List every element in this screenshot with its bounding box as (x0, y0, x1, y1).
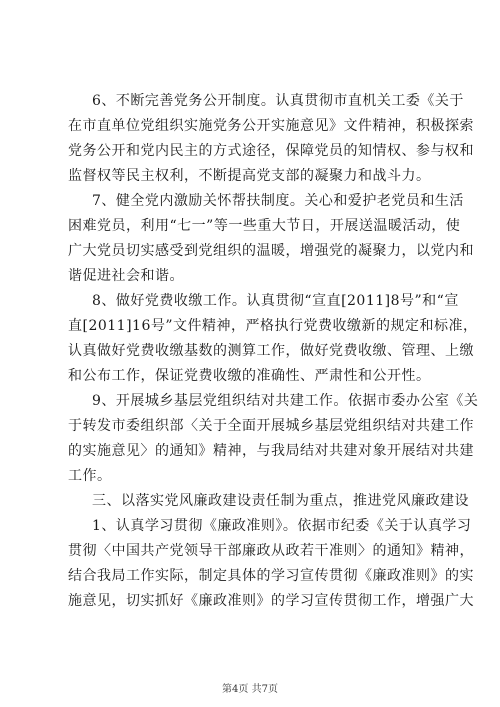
document-body (68, 89, 479, 614)
text-line: 工作。 (68, 468, 112, 484)
section-heading: 三、以落实党风廉政建设责任制为重点，推进党风廉政建设 (92, 493, 469, 509)
text-line: 和公布工作，保证党费收缴的准确性、严肃性和公开性。 (68, 368, 431, 384)
text-line: 6、不断完善党务公开制度。认真贯彻市直机关工委《关于 (92, 93, 464, 109)
text-line: 认真做好党费收缴基数的测算工作，做好党费收缴、管理、上缴 (68, 343, 474, 359)
text-line: 监督权等民主权利，不断提高党支部的凝聚力和战斗力。 (68, 168, 431, 184)
text-line: 困难党员，利用“七一”等一些重大节日，开展送温暖活动，使 (68, 218, 461, 234)
text-line: 结合我局工作实际，制定具体的学习宣传贯彻《廉政准则》的实 (68, 568, 474, 584)
text-line: 于转发市委组织部〈关于全面开展城乡基层党组织结对共建工作 (68, 418, 474, 434)
text-line: 9、开展城乡基层党组织结对共建工作。依据市委办公室《关 (92, 393, 479, 409)
text-line: 8、做好党费收缴工作。认真贯彻“宣直[2011]8号”和“宣 (92, 293, 459, 309)
text-line: 施意见，切实抓好《廉政准则》的学习宣传贯彻工作，增强广大 (68, 593, 474, 609)
text-line: 贯彻〈中国共产党领导干部廉政从政若干准则〉的通知》精神， (68, 543, 474, 559)
text-line: 谐促进社会和谐。 (68, 268, 184, 284)
text-line: 的实施意见〉的通知》精神，与我局结对共建对象开展结对共建 (68, 443, 474, 459)
text-line: 7、健全党内激励关怀帮扶制度。关心和爱护老党员和生活 (92, 193, 464, 209)
text-line: 广大党员切实感受到党组织的温暖，增强党的凝聚力，以党内和 (68, 243, 474, 259)
text-line: 直[2011]16号”文件精神，严格执行党费收缴新的规定和标准， (68, 318, 478, 334)
page-number: 第4页 共7页 (222, 684, 278, 695)
text-line: 党务公开和党内民主的方式途径，保障党员的知情权、参与权和 (68, 143, 474, 159)
text-line: 1、认真学习贯彻《廉政准则》。依据市纪委《关于认真学习 (92, 518, 472, 534)
text-line: 在市直单位党组织实施党务公开实施意见》文件精神，积极探索 (68, 118, 474, 134)
